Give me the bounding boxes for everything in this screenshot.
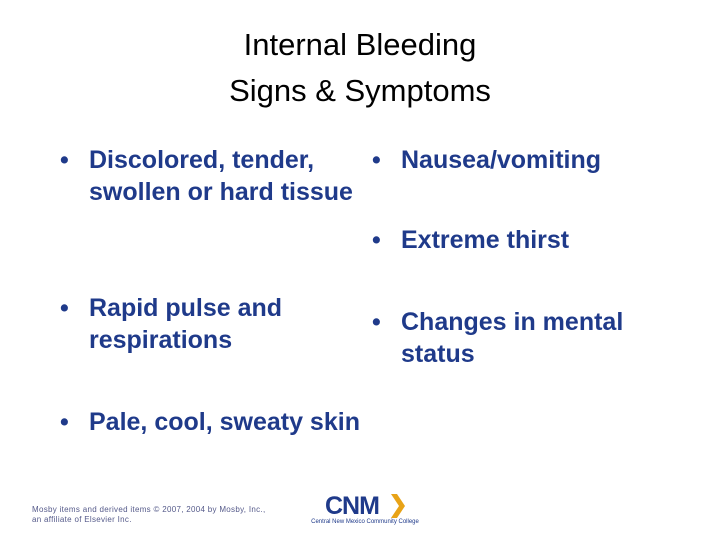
bullet-dot: • <box>372 146 381 174</box>
bullet-text: Extreme thirst <box>401 226 570 254</box>
bullet-text: Nausea/vomiting <box>401 146 602 174</box>
logo-subtitle: Central New Mexico Community College <box>311 519 419 525</box>
bullet-text: Discolored, tender, swollen or hard tissue <box>89 146 353 206</box>
cnm-logo <box>295 492 435 528</box>
bullet-dot: • <box>60 146 69 174</box>
bullet-text: Rapid pulse and respirations <box>89 294 283 354</box>
bullet-item-nausea <box>372 144 672 176</box>
bullet-text: Changes in mental status <box>401 308 624 368</box>
bullet-dot: • <box>60 294 69 322</box>
bullet-item-rapid-pulse <box>60 292 360 356</box>
bullet-item-pale-skin <box>60 406 360 438</box>
slide-title <box>0 22 720 114</box>
logo-letters: CNM <box>325 492 379 520</box>
credit-line-1: Mosby items and derived items © 2007, 2004 by Mosby, Inc., <box>32 505 266 514</box>
bullet-item-extreme-thirst <box>372 224 672 256</box>
chevron-right-icon <box>391 494 405 518</box>
credit-line-2: an affiliate of Elsevier Inc. <box>32 515 132 524</box>
bullet-dot: • <box>60 408 69 436</box>
bullet-dot: • <box>372 226 381 254</box>
title-line-1: Internal Bleeding <box>243 27 477 62</box>
bullet-dot: • <box>372 308 381 336</box>
copyright-credit <box>32 505 265 525</box>
bullet-item-discolored-tissue <box>60 144 360 208</box>
bullet-item-mental-status <box>372 306 672 370</box>
bullet-text: Pale, cool, sweaty skin <box>89 408 360 436</box>
title-line-2: Signs & Symptoms <box>229 73 491 108</box>
